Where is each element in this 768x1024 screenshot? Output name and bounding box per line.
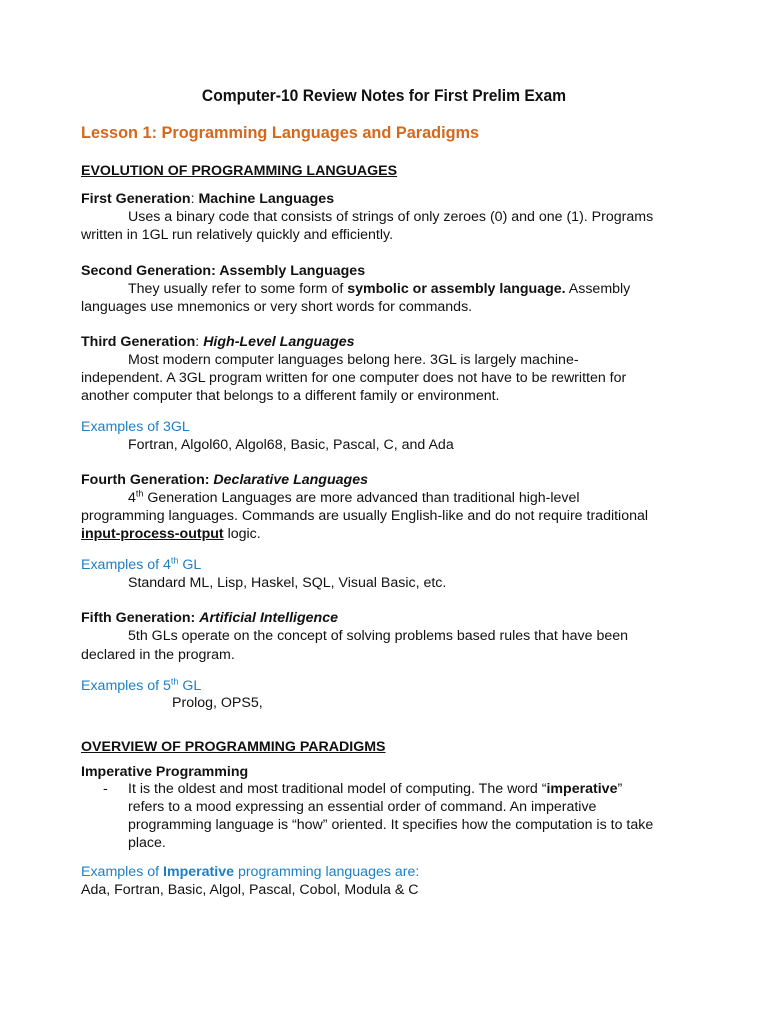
- imperative-examples-label: Examples of Imperative programming languages are:: [81, 864, 420, 880]
- gen4-line3: input-process-output logic.: [81, 526, 261, 542]
- imperative-line3: programming language is “how” oriented. It specifies how the computation is to take: [128, 817, 654, 833]
- gen4-heading: Fourth Generation: Declarative Languages: [81, 472, 368, 488]
- imperative-examples: Ada, Fortran, Basic, Algol, Pascal, Cobol, Modula & C: [81, 882, 419, 898]
- gen4-examples: Standard ML, Lisp, Haskel, SQL, Visual Basic, etc.: [128, 575, 447, 591]
- gen5-line1: 5th GLs operate on the concept of solving problems based rules that have been: [128, 628, 629, 644]
- imperative-line2: refers to a mood expressing an essential order of command. An imperative: [128, 799, 597, 815]
- gen4-examples-label: Examples of 4th GL: [81, 555, 202, 573]
- gen1-heading: First Generation: Machine Languages: [81, 191, 335, 207]
- imperative-heading: Imperative Programming: [81, 764, 249, 780]
- gen3-examples: Fortran, Algol60, Algol68, Basic, Pascal, C, and Ada: [128, 437, 454, 453]
- gen1-line1: Uses a binary code that consists of strings of only zeroes (0) and one (1). Programs: [128, 209, 654, 225]
- gen5-examples-label: Examples of 5th GL: [81, 676, 202, 694]
- gen2-line2: languages use mnemonics or very short words for commands.: [81, 299, 473, 315]
- gen5-heading: Fifth Generation: Artificial Intelligence: [81, 610, 338, 626]
- bullet-dash: -: [103, 781, 108, 797]
- lesson-title: Lesson 1: Programming Languages and Paradigms: [81, 124, 480, 142]
- gen5-line2: declared in the program.: [81, 647, 235, 663]
- section-heading-evolution: EVOLUTION OF PROGRAMMING LANGUAGES: [81, 163, 398, 179]
- gen3-line3: another computer that belongs to a different family or environment.: [81, 388, 500, 404]
- document-title: Computer-10 Review Notes for First Prelim Exam: [201, 86, 567, 105]
- gen2-heading: Second Generation: Assembly Languages: [81, 263, 366, 279]
- gen3-examples-label: Examples of 3GL: [81, 419, 190, 435]
- gen3-heading: Third Generation: High-Level Languages: [81, 334, 355, 350]
- imperative-line1: It is the oldest and most traditional model of computing. The word “imperative”: [128, 781, 623, 797]
- gen4-line2: programming languages. Commands are usually English-like and do not require traditional: [81, 508, 649, 524]
- gen2-line1: They usually refer to some form of symbolic or assembly language. Assembly: [128, 281, 631, 297]
- gen3-line1: Most modern computer languages belong here. 3GL is largely machine-: [128, 352, 579, 368]
- gen3-line2: independent. A 3GL program written for one computer does not have to be rewritten for: [81, 370, 627, 386]
- gen4-line1: 4th Generation Languages are more advanced than traditional high-level: [128, 488, 580, 506]
- section-heading-paradigms: OVERVIEW OF PROGRAMMING PARADIGMS: [81, 739, 386, 755]
- gen1-line2: written in 1GL run relatively quickly and efficiently.: [81, 227, 394, 243]
- gen5-examples: Prolog, OPS5,: [172, 695, 263, 711]
- imperative-line4: place.: [128, 835, 166, 851]
